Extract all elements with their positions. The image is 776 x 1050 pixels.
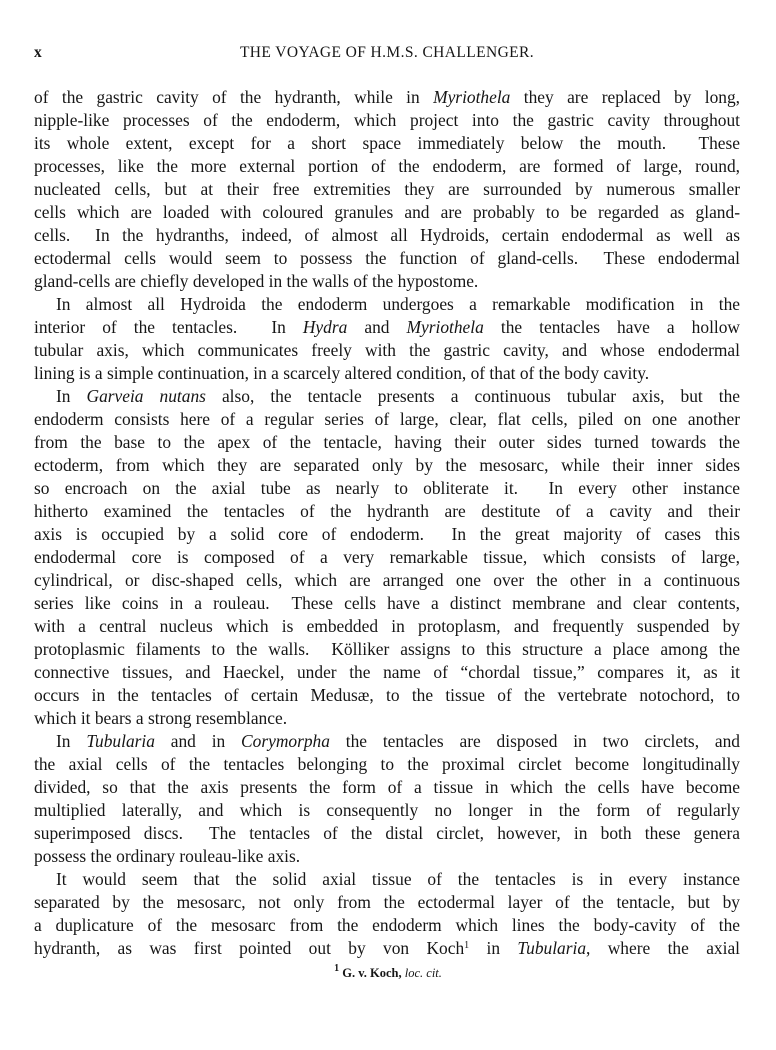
- text-line: [34, 891, 740, 914]
- text-run: connective tissues, and Haeckel, under the name of “chordal tissue,” compares it, as it: [34, 662, 740, 682]
- italic-text: Garveia nutans: [86, 386, 206, 406]
- text-run: nucleated cells, but at their free extremities they are surrounded by numerous smaller: [34, 179, 740, 199]
- text-run: endoderm consists here of a regular series of large, clear, flat cells, piled on one another: [34, 409, 740, 429]
- footnote: [0, 963, 776, 981]
- text-run: divided, so that the axis presents the form of a tissue in which the cells have become: [34, 777, 740, 797]
- text-run: ectoderm, from which they are separated only by the mesosarc, while their inner sides: [34, 455, 740, 475]
- text-run: hydranth, as was first pointed out by von Koch: [34, 938, 465, 958]
- paragraph: [34, 730, 740, 868]
- text-run: in: [469, 938, 518, 958]
- text-line: [34, 569, 740, 592]
- body-text: [34, 86, 740, 960]
- text-line: [34, 316, 740, 339]
- text-line: [34, 362, 740, 385]
- running-title: THE VOYAGE OF H.M.S. CHALLENGER.: [239, 44, 535, 61]
- text-run: the tentacles have a hollow: [483, 317, 740, 337]
- text-line: [34, 454, 740, 477]
- text-run: gland-cells are chiefly developed in the walls of the hypostome.: [34, 271, 479, 291]
- text-line: [34, 799, 740, 822]
- text-line: [34, 615, 740, 638]
- italic-text: Hydra: [302, 317, 348, 337]
- text-run: the axial cells of the tentacles belonging to the proximal circlet become longitudinally: [34, 754, 740, 774]
- text-run: ectodermal cells would seem to possess the function of gland-cells. These endodermal: [34, 248, 740, 268]
- text-line: [34, 270, 740, 293]
- text-run: separated by the mesosarc, not only from the ectodermal layer of the tentacle, but by: [34, 892, 740, 912]
- text-run: hitherto examined the tentacles of the hydranth are destitute of a cavity and their: [34, 501, 740, 521]
- text-run: a duplicature of the mesosarc from the endoderm which lines the body-cavity of the: [34, 915, 740, 935]
- text-line: [34, 247, 740, 270]
- text-line: [34, 201, 740, 224]
- text-run: series like coins in a rouleau. These cells have a distinct membrane and clear contents,: [34, 593, 740, 613]
- text-run: In: [56, 386, 87, 406]
- text-line: [34, 155, 740, 178]
- italic-text: Tubularia: [517, 938, 587, 958]
- text-run: and: [347, 317, 407, 337]
- text-line: [34, 638, 740, 661]
- text-run: cells. In the hydranths, indeed, of almost all Hydroids, certain endodermal as well as: [34, 225, 740, 245]
- text-run: from the base to the apex of the tentacle, having their outer sides turned towards the: [34, 432, 740, 452]
- text-run: interior of the tentacles. In: [34, 317, 303, 337]
- text-line: [34, 86, 740, 109]
- paragraph: [34, 868, 740, 960]
- italic-text: loc. cit.: [404, 966, 442, 980]
- text-run: tubular axis, which communicates freely with the gastric cavity, and whose endodermal: [34, 340, 740, 360]
- text-run: possess the ordinary rouleau-like axis.: [34, 846, 301, 866]
- text-line: [34, 178, 740, 201]
- paragraph: [34, 293, 740, 385]
- text-run: and in: [154, 731, 242, 751]
- text-run: superimposed discs. The tentacles of the distal circlet, however, in both these genera: [34, 823, 740, 843]
- footnote-marker: 1: [464, 940, 470, 951]
- text-run: occurs in the tentacles of certain Medusæ, to the tissue of the vertebrate notochord, to: [34, 685, 740, 705]
- text-line: [34, 914, 740, 937]
- text-run: In almost all Hydroida the endoderm undergoes a remarkable modification in the: [56, 294, 740, 314]
- text-run: so encroach on the axial tube as nearly to obliterate it. In every other instance: [34, 478, 740, 498]
- text-line: [34, 339, 740, 362]
- footnote-marker: 1: [334, 963, 340, 974]
- text-run: lining is a simple continuation, in a scarcely altered condition, of that of the body cavity.: [34, 363, 650, 383]
- text-run: which it bears a strong resemblance.: [34, 708, 288, 728]
- text-line: [34, 730, 740, 753]
- italic-text: Myriothela: [406, 317, 484, 337]
- text-run: axis is occupied by a solid core of endoderm. In the great majority of cases this: [34, 524, 740, 544]
- text-line: [34, 385, 740, 408]
- text-run: with a central nucleus which is embedded in protoplasm, and frequently suspended by: [34, 616, 740, 636]
- text-line: [34, 845, 740, 868]
- running-head: [34, 44, 740, 66]
- text-run: its whole extent, except for a short space immediately below the mouth. These: [34, 133, 740, 153]
- text-line: [34, 684, 740, 707]
- text-run: G. v. Koch,: [339, 966, 405, 980]
- italic-text: Tubularia: [86, 731, 155, 751]
- text-line: [34, 523, 740, 546]
- text-run: processes, like the more external portion of the endoderm, are formed of large, round,: [34, 156, 740, 176]
- text-line: [34, 592, 740, 615]
- text-line: [34, 546, 740, 569]
- text-run: cylindrical, or disc-shaped cells, which are arranged one over the other in a continuous: [34, 570, 740, 590]
- text-run: , where the axial: [586, 938, 740, 958]
- text-run: protoplasmic filaments to the walls. Kölliker assigns to this structure a place among the: [34, 639, 740, 659]
- text-line: [34, 822, 740, 845]
- text-run: cells which are loaded with coloured granules and are probably to be regarded as gland-: [34, 202, 740, 222]
- text-line: [34, 477, 740, 500]
- text-line: [34, 109, 740, 132]
- text-line: [34, 132, 740, 155]
- italic-text: Myriothela: [433, 87, 511, 107]
- text-run: endodermal core is composed of a very remarkable tissue, which consists of large,: [34, 547, 740, 567]
- text-line: [34, 224, 740, 247]
- text-run: In: [56, 731, 87, 751]
- text-line: [34, 408, 740, 431]
- text-run: nipple-like processes of the endoderm, which project into the gastric cavity throughout: [34, 110, 740, 130]
- italic-text: Corymorpha: [241, 731, 330, 751]
- text-run: It would seem that the solid axial tissue of the tentacles is in every instance: [56, 869, 740, 889]
- text-run: multiplied laterally, and which is consequently no longer in the form of regularly: [34, 800, 740, 820]
- text-line: [34, 868, 740, 891]
- text-run: of the gastric cavity of the hydranth, while in: [34, 87, 434, 107]
- text-line: [34, 293, 740, 316]
- text-line: [34, 500, 740, 523]
- text-line: [34, 431, 740, 454]
- text-line: [34, 937, 740, 960]
- page-number: x: [34, 44, 42, 61]
- text-line: [34, 661, 740, 684]
- text-run: they are replaced by long,: [510, 87, 741, 107]
- text-run: also, the tentacle presents a continuous tubular axis, but the: [205, 386, 740, 406]
- paragraph: [34, 385, 740, 730]
- text-line: [34, 753, 740, 776]
- text-line: [34, 776, 740, 799]
- paragraph: [34, 86, 740, 293]
- text-line: [34, 707, 740, 730]
- text-run: the tentacles are disposed in two circlets, and: [329, 731, 740, 751]
